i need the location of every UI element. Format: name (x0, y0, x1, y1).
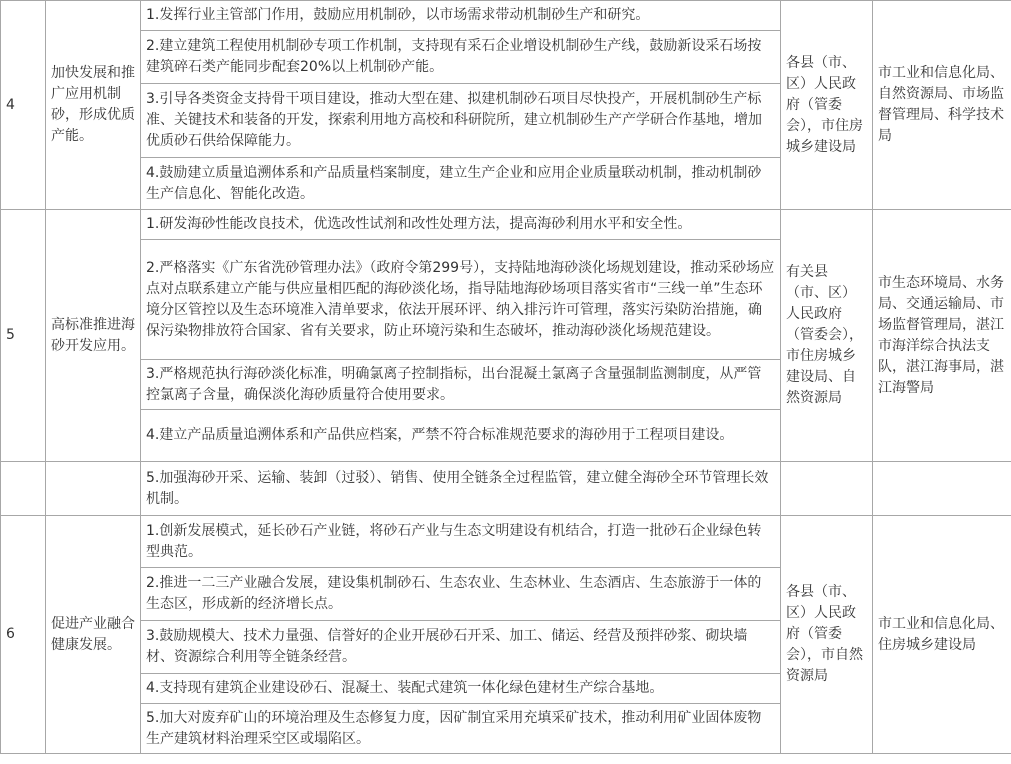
cooperating-unit: 市工业和信息化局、住房城乡建设局 (873, 516, 1011, 754)
table-row (1, 1, 1011, 31)
cooperating-unit: 市生态环境局、水务局、交通运输局、市场监督管理局，湛江市海洋综合执法支队，湛江海事局，湛江海警局 (873, 210, 1011, 462)
measure-item: 5.加强海砂开采、运输、装卸（过驳）、销售、使用全链条全过程监管，建立健全海砂全环节管理长效机制。 (141, 462, 781, 516)
measure-item: 3.严格规范执行海砂淡化标准，明确氯离子控制指标，出台混凝土氯离子含量强制监测制度，从严管控氯离子含量，确保淡化海砂质量符合使用要求。 (141, 360, 781, 410)
row-number: 4 (1, 1, 46, 210)
table-row (1, 462, 1011, 516)
table-row (1, 210, 1011, 240)
cooperating-unit: 市工业和信息化局、自然资源局、市场监督管理局、科学技术局 (873, 1, 1011, 210)
lead-unit: 各县（市、区）人民政府（管委会），市自然资源局 (781, 516, 873, 754)
task-name: 加快发展和推广应用机制砂，形成优质产能。 (46, 1, 141, 210)
measure-item: 2.严格落实《广东省洗砂管理办法》（政府令第299号），支持陆地海砂淡化场规划建设，推动采砂场应点对点联系建立产能与供应量相匹配的海砂淡化场，指导陆地海砂场项目落实省市“三线一单”生态环境分区管控以及生态环境准入清单要求，依法开展环评、纳入排污许可管理，落实污染防治措施，确保污染物排放符合国家、省有关要求，防止环境污染和生态破坏，推动海砂淡化场规范建设。 (141, 240, 781, 360)
table-row (1, 516, 1011, 568)
measure-item: 4.建立产品质量追溯体系和产品供应档案，严禁不符合标准规范要求的海砂用于工程项目建设。 (141, 410, 781, 462)
lead-unit: 各县（市、区）人民政府（管委会），市住房城乡建设局 (781, 1, 873, 210)
measure-item: 3.鼓励规模大、技术力量强、信誉好的企业开展砂石开采、加工、储运、经营及预拌砂浆、砌块墙材、资源综合利用等全链条经营。 (141, 621, 781, 674)
measure-item: 1.发挥行业主管部门作用，鼓励应用机制砂，以市场需求带动机制砂生产和研究。 (141, 1, 781, 31)
measure-item: 3.引导各类资金支持骨干项目建设，推动大型在建、拟建机制砂石项目尽快投产，开展机制砂生产标准、关键技术和装备的开发，探索利用地方高校和科研院所，建立机制砂生产产学研合作基地，增加优质砂石供给保障能力。 (141, 84, 781, 158)
measure-item: 4.鼓励建立质量追溯体系和产品质量档案制度，建立生产企业和应用企业质量联动机制，推动机制砂生产信息化、智能化改造。 (141, 158, 781, 210)
measure-item: 4.支持现有建筑企业建设砂石、混凝土、装配式建筑一体化绿色建材生产综合基地。 (141, 674, 781, 704)
measure-item: 1.研发海砂性能改良技术，优选改性试剂和改性处理方法，提高海砂利用水平和安全性。 (141, 210, 781, 240)
measure-item: 2.推进一二三产业融合发展，建设集机制砂石、生态农业、生态林业、生态酒店、生态旅游于一体的生态区，形成新的经济增长点。 (141, 568, 781, 621)
measure-item: 5.加大对废弃矿山的环境治理及生态修复力度，因矿制宜采用充填采矿技术，推动利用矿业固体废物生产建筑材料治理采空区或塌陷区。 (141, 704, 781, 754)
task-name: 促进产业融合健康发展。 (46, 516, 141, 754)
lead-unit: 有关县（市、区）人民政府（管委会），市住房城乡建设局、自然资源局 (781, 210, 873, 462)
task-name: 高标准推进海砂开发应用。 (46, 210, 141, 462)
row-number: 6 (1, 516, 46, 754)
measure-item: 1.创新发展模式，延长砂石产业链，将砂石产业与生态文明建设有机结合，打造一批砂石企业绿色转型典范。 (141, 516, 781, 568)
measure-item: 2.建立建筑工程使用机制砂专项工作机制，支持现有采石企业增设机制砂生产线，鼓励新设采石场按建筑碎石类产能同步配套20%以上机制砂产能。 (141, 31, 781, 84)
row-number: 5 (1, 210, 46, 462)
